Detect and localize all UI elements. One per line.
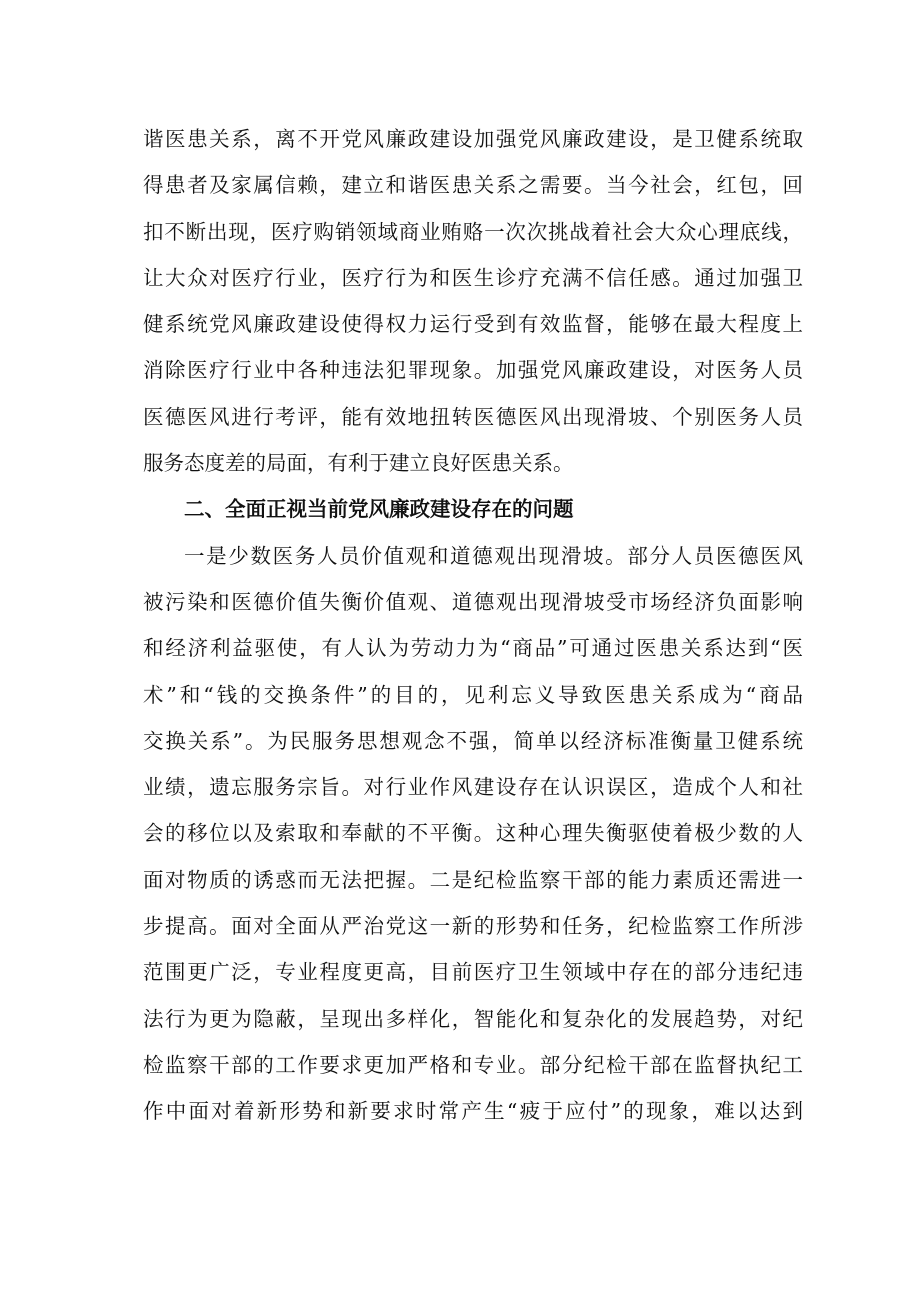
text-line: 步提高。面对全面从严治党这一新的形势和任务，纪检监察工作所涉 bbox=[143, 914, 803, 939]
text-line: 交换关系”。为民服务思想观念不强，简单以经济标准衡量卫健系统 bbox=[143, 728, 803, 753]
text-line: 会的移位以及索取和奉献的不平衡。这种心理失衡驱使着极少数的人 bbox=[143, 821, 803, 846]
text-line: 一是少数医务人员价值观和道德观出现滑坡。部分人员医德医风 bbox=[184, 543, 803, 568]
text-line: 业绩，遗忘服务宗旨。对行业作风建设存在认识误区，造成个人和社 bbox=[143, 775, 803, 800]
text-line: 检监察干部的工作要求更加严格和专业。部分纪检干部在监督执纪工 bbox=[143, 1052, 803, 1077]
text-line: 和经济利益驱使，有人认为劳动力为“商品”可通过医患关系达到“医 bbox=[143, 636, 803, 661]
paragraph-doctor-patient-relations bbox=[143, 116, 803, 486]
text-line: 术”和“钱的交换条件”的目的，见利忘义导致医患关系成为“商品 bbox=[143, 682, 803, 707]
text-line: 消除医疗行业中各种违法犯罪现象。加强党风廉政建设，对医务人员 bbox=[143, 358, 803, 383]
text-line: 面对物质的诱惑而无法把握。二是纪检监察干部的能力素质还需进一 bbox=[143, 867, 803, 892]
paragraph-current-problems bbox=[143, 533, 803, 1135]
text-line: 扣不断出现，医疗购销领域商业贿赂一次次挑战着社会大众心理底线， bbox=[143, 219, 803, 244]
document-body bbox=[143, 116, 803, 1135]
text-line: 医德医风进行考评，能有效地扭转医德医风出现滑坡、个别医务人员 bbox=[143, 404, 803, 429]
text-line: 作中面对着新形势和新要求时常产生“疲于应付”的现象，难以达到 bbox=[143, 1099, 803, 1124]
text-line: 服务态度差的局面，有利于建立良好医患关系。 bbox=[143, 451, 574, 476]
text-line: 法行为更为隐蔽，呈现出多样化，智能化和复杂化的发展趋势，对纪 bbox=[143, 1006, 803, 1031]
text-line: 谐医患关系，离不开党风廉政建设加强党风廉政建设，是卫健系统取 bbox=[143, 127, 803, 151]
text-line: 让大众对医疗行业，医疗行为和医生诊疗充满不信任感。通过加强卫 bbox=[143, 265, 803, 290]
text-line: 范围更广泛，专业程度更高，目前医疗卫生领域中存在的部分违纪违 bbox=[143, 960, 803, 985]
text-line: 被污染和医德价值失衡价值观、道德观出现滑坡受市场经济负面影响 bbox=[143, 589, 803, 614]
section-heading: 二、全面正视当前党风廉政建设存在的问题 bbox=[184, 497, 574, 522]
text-line: 健系统党风廉政建设使得权力运行受到有效监督，能够在最大程度上 bbox=[143, 312, 803, 337]
text-line: 得患者及家属信赖，建立和谐医患关系之需要。当今社会，红包，回 bbox=[143, 173, 803, 198]
